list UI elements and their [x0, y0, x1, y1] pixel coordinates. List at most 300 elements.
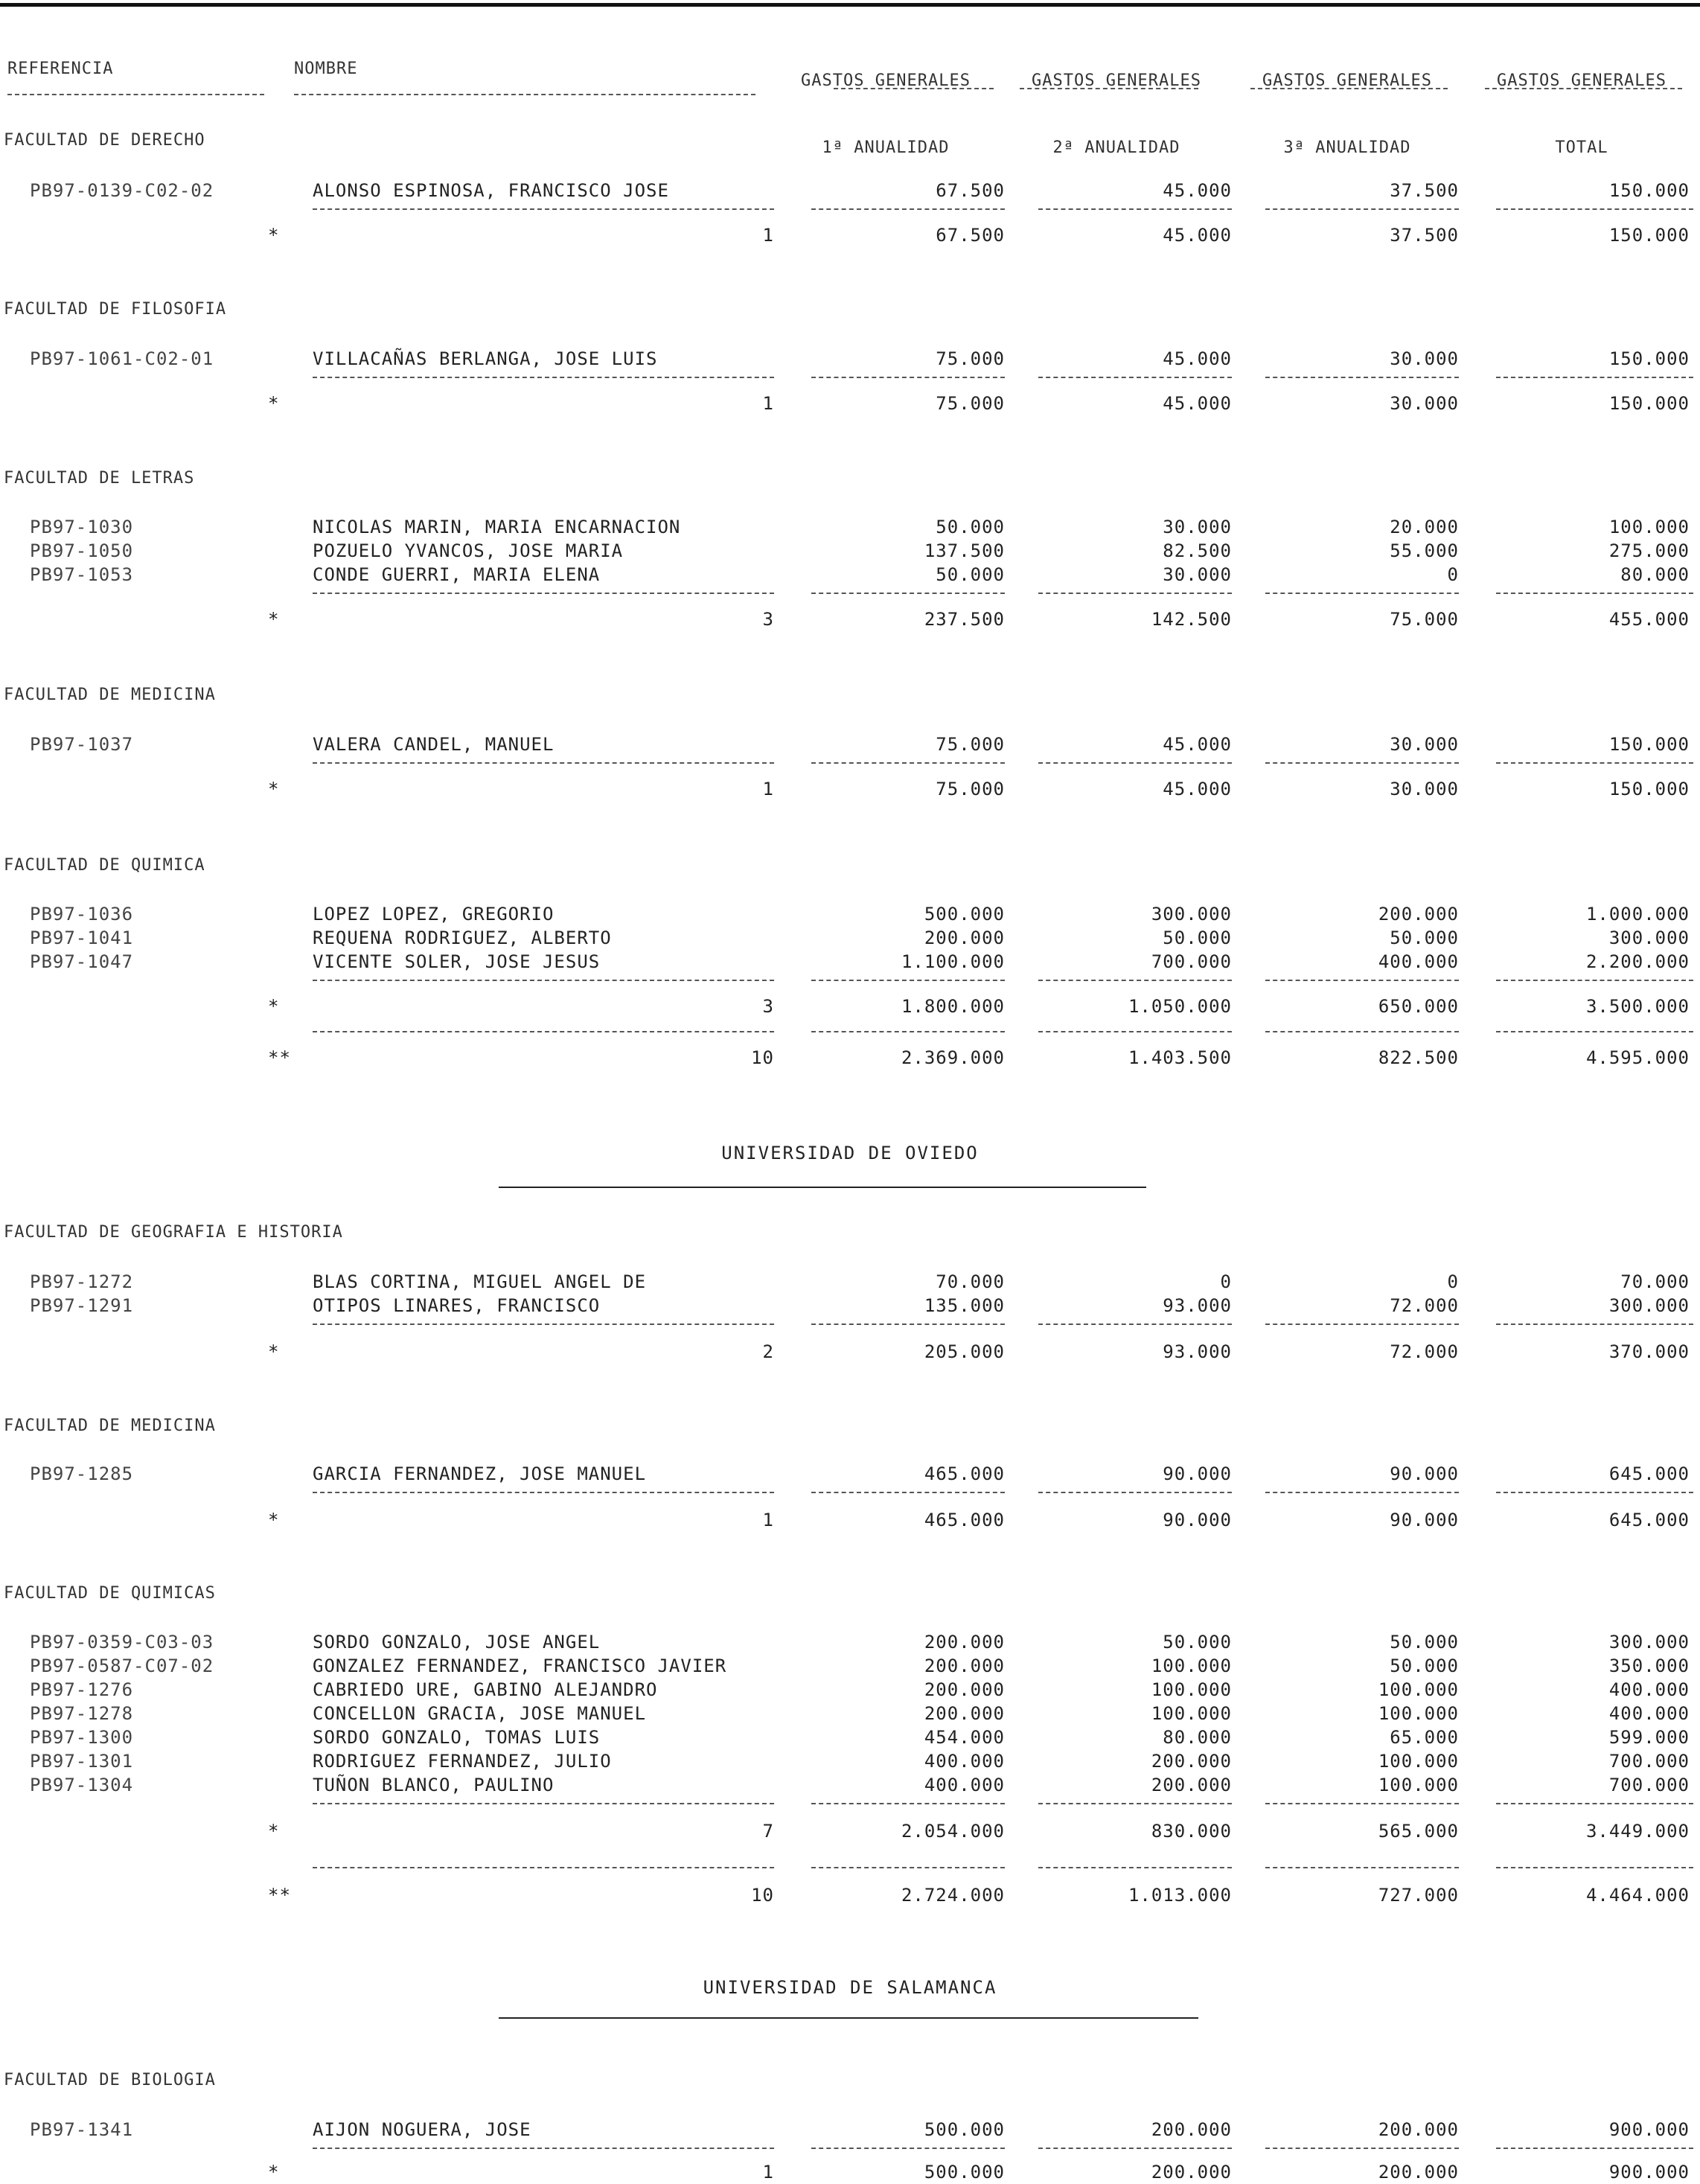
header-col1	[774, 25, 997, 182]
table-row	[0, 1462, 1700, 1486]
total-row-v4: 4.464.000	[1585, 1885, 1690, 1906]
cell-ref: PB97-0587-C07-02	[30, 1655, 214, 1676]
subtotal-row-count: 1	[762, 2162, 774, 2183]
dashed-rule	[1265, 208, 1459, 210]
table-row	[0, 563, 1700, 587]
subtotal-row-v4: 150.000	[1608, 393, 1690, 414]
subtotal-row-v1: 500.000	[924, 2162, 1005, 2183]
subtotal-row-v3: 72.000	[1390, 1341, 1459, 1362]
total-row-v1: 2.724.000	[901, 1885, 1005, 1906]
subtotal-row-v2: 90.000	[1163, 1510, 1232, 1530]
dashed-rule	[313, 1492, 774, 1493]
header-ref: REFERENCIA	[7, 60, 114, 78]
header-col3-line2: 3ª ANUALIDAD	[1283, 138, 1411, 157]
faculty-heading: FACULTAD DE DERECHO	[4, 131, 205, 150]
dashed-rule	[1496, 377, 1693, 378]
total-row-count: 10	[751, 1047, 774, 1068]
dashed-rule	[811, 208, 1005, 210]
dashed-rule	[1496, 2148, 1693, 2149]
dashed-rule	[1265, 1324, 1459, 1325]
subtotal-row-v1: 75.000	[936, 779, 1005, 799]
cell-v4: 700.000	[1608, 1775, 1690, 1795]
cell-v2: 80.000	[1163, 1727, 1232, 1748]
header-col3	[1236, 25, 1459, 182]
subtotal-row-mark: *	[268, 393, 280, 414]
cell-ref: PB97-1047	[30, 951, 134, 972]
header-rule-col1	[834, 88, 994, 89]
total-row-v1: 2.369.000	[901, 1047, 1005, 1068]
subtotal-row-v2: 45.000	[1163, 225, 1232, 246]
cell-v4: 275.000	[1608, 540, 1690, 561]
subtotal-row-mark: *	[268, 1821, 280, 1842]
cell-v3: 30.000	[1390, 348, 1459, 369]
faculty-heading: FACULTAD DE QUIMICA	[4, 856, 205, 875]
dashed-rule	[811, 1492, 1005, 1493]
cell-ref: PB97-1304	[30, 1775, 134, 1795]
cell-v3: 50.000	[1390, 1655, 1459, 1676]
dashed-rule	[1038, 1867, 1232, 1868]
cell-v3: 90.000	[1390, 1463, 1459, 1484]
dashed-rule	[1265, 1867, 1459, 1868]
dashed-rule	[1038, 208, 1232, 210]
subtotal-row-v3: 30.000	[1390, 779, 1459, 799]
cell-v2: 30.000	[1163, 517, 1232, 537]
dashed-rule	[1038, 980, 1232, 981]
header-name: NOMBRE	[294, 60, 358, 78]
cell-v3: 30.000	[1390, 734, 1459, 755]
subtotal-row	[0, 994, 1700, 1018]
subtotal-row	[0, 392, 1700, 415]
table-row	[0, 1654, 1700, 1678]
cell-ref: PB97-1291	[30, 1295, 134, 1316]
dashed-rule	[1496, 208, 1693, 210]
cell-v2: 200.000	[1151, 2119, 1232, 2140]
subtotal-row-v1: 75.000	[936, 393, 1005, 414]
dashed-rule	[1265, 593, 1459, 594]
cell-v4: 350.000	[1608, 1655, 1690, 1676]
subtotal-row-v1: 237.500	[924, 609, 1005, 630]
cell-name: VALERA CANDEL, MANUEL	[313, 734, 555, 755]
cell-v3: 200.000	[1378, 2119, 1459, 2140]
subtotal-row	[0, 607, 1700, 631]
cell-v1: 200.000	[924, 1703, 1005, 1724]
table-row	[0, 1725, 1700, 1749]
cell-v3: 200.000	[1378, 904, 1459, 925]
dashed-rule	[811, 377, 1005, 378]
header-col1-line2: 1ª ANUALIDAD	[822, 138, 950, 157]
table-row	[0, 1773, 1700, 1797]
total-row	[0, 1046, 1700, 1070]
dashed-rule	[1265, 762, 1459, 764]
cell-v1: 500.000	[924, 904, 1005, 925]
cell-v4: 100.000	[1608, 517, 1690, 537]
cell-v4: 300.000	[1608, 1632, 1690, 1653]
header-rule-col4	[1485, 88, 1682, 89]
table-row	[0, 902, 1700, 926]
dashed-rule	[811, 762, 1005, 764]
dashed-rule	[1496, 593, 1693, 594]
header-rule-ref	[7, 94, 264, 95]
cell-ref: PB97-1276	[30, 1679, 134, 1700]
table-row	[0, 347, 1700, 371]
cell-ref: PB97-1285	[30, 1463, 134, 1484]
faculty-heading: FACULTAD DE GEOGRAFIA E HISTORIA	[4, 1223, 343, 1242]
cell-ref: PB97-1050	[30, 540, 134, 561]
total-row-mark: **	[268, 1047, 291, 1068]
dashed-rule	[1496, 1867, 1693, 1868]
cell-v1: 200.000	[924, 1632, 1005, 1653]
cell-ref: PB97-1278	[30, 1703, 134, 1724]
cell-name: VICENTE SOLER, JOSE JESUS	[313, 951, 601, 972]
cell-v2: 90.000	[1163, 1463, 1232, 1484]
subtotal-row-mark: *	[268, 225, 280, 246]
cell-v4: 599.000	[1608, 1727, 1690, 1748]
cell-v3: 100.000	[1378, 1775, 1459, 1795]
subtotal-row	[0, 1340, 1700, 1364]
cell-v3: 50.000	[1390, 1632, 1459, 1653]
subtotal-row-v3: 90.000	[1390, 1510, 1459, 1530]
cell-v3: 55.000	[1390, 540, 1459, 561]
cell-name: RODRIGUEZ FERNANDEZ, JULIO	[313, 1751, 612, 1772]
cell-v4: 700.000	[1608, 1751, 1690, 1772]
dashed-rule	[313, 377, 774, 378]
dashed-rule	[313, 208, 774, 210]
total-row-v2: 1.403.500	[1128, 1047, 1232, 1068]
subtotal-row	[0, 2160, 1700, 2184]
dashed-rule	[1496, 762, 1693, 764]
header-col4-line2: TOTAL	[1555, 138, 1608, 157]
dashed-rule	[1038, 762, 1232, 764]
subtotal-row-v2: 1.050.000	[1128, 996, 1232, 1017]
cell-v2: 45.000	[1163, 348, 1232, 369]
cell-v2: 100.000	[1151, 1703, 1232, 1724]
header-col4-line1: GASTOS GENERALES	[1497, 71, 1667, 90]
header-rule-col2	[1020, 88, 1198, 89]
cell-v1: 454.000	[924, 1727, 1005, 1748]
total-row-v2: 1.013.000	[1128, 1885, 1232, 1906]
cell-name: SORDO GONZALO, TOMAS LUIS	[313, 1727, 601, 1748]
cell-v1: 50.000	[936, 517, 1005, 537]
dashed-rule	[1038, 593, 1232, 594]
cell-ref: PB97-1041	[30, 927, 134, 948]
dashed-rule	[313, 1031, 774, 1032]
cell-v1: 137.500	[924, 540, 1005, 561]
table-row	[0, 1749, 1700, 1773]
subtotal-row-v3: 75.000	[1390, 609, 1459, 630]
dashed-rule	[1265, 980, 1459, 981]
subtotal-row-mark: *	[268, 609, 280, 630]
subtotal-row-v3: 200.000	[1378, 2162, 1459, 2183]
cell-v2: 0	[1220, 1271, 1232, 1292]
cell-v3: 72.000	[1390, 1295, 1459, 1316]
cell-v2: 30.000	[1163, 564, 1232, 585]
cell-v3: 65.000	[1390, 1727, 1459, 1748]
subtotal-row-v1: 205.000	[924, 1341, 1005, 1362]
cell-name: CONCELLON GRACIA, JOSE MANUEL	[313, 1703, 647, 1724]
cell-v1: 75.000	[936, 348, 1005, 369]
dashed-rule	[1265, 1803, 1459, 1804]
cell-v3: 400.000	[1378, 951, 1459, 972]
dashed-rule	[313, 980, 774, 981]
cell-v1: 200.000	[924, 1679, 1005, 1700]
dashed-rule	[313, 762, 774, 764]
subtotal-row-count: 7	[762, 1821, 774, 1842]
total-row-v3: 727.000	[1378, 1885, 1459, 1906]
dashed-rule	[1496, 1492, 1693, 1493]
cell-name: CABRIEDO URE, GABINO ALEJANDRO	[313, 1679, 658, 1700]
table-row	[0, 1270, 1700, 1294]
cell-v1: 1.100.000	[901, 951, 1005, 972]
cell-v2: 200.000	[1151, 1751, 1232, 1772]
cell-v3: 50.000	[1390, 927, 1459, 948]
subtotal-row	[0, 1819, 1700, 1843]
header-rule-col3	[1250, 88, 1448, 89]
cell-ref: PB97-0139-C02-02	[30, 180, 214, 201]
subtotal-row-v1: 2.054.000	[901, 1821, 1005, 1842]
dashed-rule	[1496, 980, 1693, 981]
dashed-rule	[811, 1803, 1005, 1804]
dashed-rule	[811, 1324, 1005, 1325]
subtotal-row-count: 1	[762, 779, 774, 799]
cell-ref: PB97-1272	[30, 1271, 134, 1292]
table-row	[0, 2118, 1700, 2142]
dashed-rule	[1038, 2148, 1232, 2149]
cell-v4: 400.000	[1608, 1679, 1690, 1700]
subtotal-row-count: 1	[762, 1510, 774, 1530]
cell-v2: 93.000	[1163, 1295, 1232, 1316]
cell-name: CONDE GUERRI, MARIA ELENA	[313, 564, 601, 585]
cell-v1: 75.000	[936, 734, 1005, 755]
subtotal-row-v3: 565.000	[1378, 1821, 1459, 1842]
dashed-rule	[313, 1867, 774, 1868]
subtotal-row-v3: 37.500	[1390, 225, 1459, 246]
cell-v2: 50.000	[1163, 927, 1232, 948]
subtotal-row-count: 1	[762, 393, 774, 414]
cell-ref: PB97-1030	[30, 517, 134, 537]
dashed-rule	[1265, 2148, 1459, 2149]
cell-v3: 100.000	[1378, 1751, 1459, 1772]
subtotal-row-mark: *	[268, 996, 280, 1017]
dashed-rule	[1496, 1031, 1693, 1032]
dashed-rule	[1038, 1031, 1232, 1032]
cell-v3: 0	[1447, 1271, 1459, 1292]
faculty-heading: FACULTAD DE MEDICINA	[4, 1417, 216, 1435]
dashed-rule	[811, 2148, 1005, 2149]
cell-v4: 1.000.000	[1585, 904, 1690, 925]
dashed-rule	[1038, 1803, 1232, 1804]
cell-name: GARCIA FERNANDEZ, JOSE MANUEL	[313, 1463, 647, 1484]
cell-name: AIJON NOGUERA, JOSE	[313, 2119, 531, 2140]
cell-ref: PB97-1053	[30, 564, 134, 585]
subtotal-row-v4: 150.000	[1608, 225, 1690, 246]
cell-v2: 100.000	[1151, 1679, 1232, 1700]
total-row-count: 10	[751, 1885, 774, 1906]
cell-v1: 400.000	[924, 1775, 1005, 1795]
subtotal-row-v2: 93.000	[1163, 1341, 1232, 1362]
dashed-rule	[1496, 1803, 1693, 1804]
cell-name: NICOLAS MARIN, MARIA ENCARNACION	[313, 517, 681, 537]
table-row	[0, 515, 1700, 539]
total-row-mark: **	[268, 1885, 291, 1906]
university-underline	[499, 1187, 1146, 1188]
subtotal-row-v4: 150.000	[1608, 779, 1690, 799]
subtotal-row-mark: *	[268, 1510, 280, 1530]
subtotal-row-v1: 67.500	[936, 225, 1005, 246]
subtotal-row-v2: 45.000	[1163, 779, 1232, 799]
cell-name: TUÑON BLANCO, PAULINO	[313, 1775, 555, 1795]
subtotal-row-v1: 1.800.000	[901, 996, 1005, 1017]
cell-v2: 300.000	[1151, 904, 1232, 925]
cell-v1: 400.000	[924, 1751, 1005, 1772]
dashed-rule	[313, 1324, 774, 1325]
cell-v2: 82.500	[1163, 540, 1232, 561]
dashed-rule	[1038, 377, 1232, 378]
total-row-v3: 822.500	[1378, 1047, 1459, 1068]
cell-v1: 50.000	[936, 564, 1005, 585]
university-heading: UNIVERSIDAD DE SALAMANCA	[703, 1977, 997, 1998]
dashed-rule	[313, 1803, 774, 1804]
cell-name: BLAS CORTINA, MIGUEL ANGEL DE	[313, 1271, 647, 1292]
cell-v4: 150.000	[1608, 734, 1690, 755]
subtotal-row	[0, 223, 1700, 247]
cell-ref: PB97-1301	[30, 1751, 134, 1772]
cell-name: GONZALEZ FERNANDEZ, FRANCISCO JAVIER	[313, 1655, 727, 1676]
cell-ref: PB97-1341	[30, 2119, 134, 2140]
cell-v3: 20.000	[1390, 517, 1459, 537]
dashed-rule	[811, 1031, 1005, 1032]
faculty-heading: FACULTAD DE QUIMICAS	[4, 1584, 216, 1603]
header-col4	[1470, 25, 1693, 182]
subtotal-row-count: 2	[762, 1341, 774, 1362]
subtotal-row-mark: *	[268, 2162, 280, 2183]
cell-v4: 150.000	[1608, 180, 1690, 201]
table-row	[0, 1678, 1700, 1702]
cell-v2: 200.000	[1151, 1775, 1232, 1795]
university-underline	[499, 2017, 1198, 2019]
subtotal-row-count: 1	[762, 225, 774, 246]
cell-v3: 37.500	[1390, 180, 1459, 201]
subtotal-row-count: 3	[762, 996, 774, 1017]
subtotal-row-v3: 650.000	[1378, 996, 1459, 1017]
table-row	[0, 1630, 1700, 1654]
dashed-rule	[811, 980, 1005, 981]
dashed-rule	[1496, 1324, 1693, 1325]
dashed-rule	[1265, 1492, 1459, 1493]
cell-ref: PB97-1037	[30, 734, 134, 755]
cell-v1: 135.000	[924, 1295, 1005, 1316]
dashed-rule	[1038, 1492, 1232, 1493]
subtotal-row-v2: 830.000	[1151, 1821, 1232, 1842]
header-rule-name	[294, 94, 755, 95]
cell-v4: 300.000	[1608, 1295, 1690, 1316]
header-col3-line1: GASTOS GENERALES	[1262, 71, 1432, 90]
cell-v4: 900.000	[1608, 2119, 1690, 2140]
dashed-rule	[313, 2148, 774, 2149]
cell-name: OTIPOS LINARES, FRANCISCO	[313, 1295, 601, 1316]
cell-name: VILLACAÑAS BERLANGA, JOSE LUIS	[313, 348, 658, 369]
table-row	[0, 539, 1700, 563]
cell-v3: 0	[1447, 564, 1459, 585]
total-row-v4: 4.595.000	[1585, 1047, 1690, 1068]
cell-ref: PB97-1036	[30, 904, 134, 925]
cell-ref: PB97-1300	[30, 1727, 134, 1748]
cell-ref: PB97-0359-C03-03	[30, 1632, 214, 1653]
subtotal-row-v1: 465.000	[924, 1510, 1005, 1530]
faculty-heading: FACULTAD DE BIOLOGIA	[4, 2071, 216, 2089]
university-heading: UNIVERSIDAD DE OVIEDO	[721, 1143, 979, 1163]
cell-v1: 70.000	[936, 1271, 1005, 1292]
cell-v1: 200.000	[924, 1655, 1005, 1676]
subtotal-row-v4: 3.449.000	[1585, 1821, 1690, 1842]
header-col2	[1005, 25, 1228, 182]
table-row	[0, 179, 1700, 202]
table-row	[0, 950, 1700, 974]
subtotal-row-v2: 142.500	[1151, 609, 1232, 630]
table-row	[0, 1702, 1700, 1725]
faculty-heading: FACULTAD DE FILOSOFIA	[4, 300, 227, 319]
subtotal-row-v3: 30.000	[1390, 393, 1459, 414]
subtotal-row-v4: 900.000	[1608, 2162, 1690, 2183]
dashed-rule	[313, 593, 774, 594]
table-row	[0, 1294, 1700, 1318]
cell-v1: 465.000	[924, 1463, 1005, 1484]
cell-v2: 45.000	[1163, 734, 1232, 755]
cell-v4: 400.000	[1608, 1703, 1690, 1724]
dashed-rule	[811, 1867, 1005, 1868]
subtotal-row-v4: 370.000	[1608, 1341, 1690, 1362]
cell-v4: 645.000	[1608, 1463, 1690, 1484]
cell-name: POZUELO YVANCOS, JOSE MARIA	[313, 540, 624, 561]
cell-v3: 100.000	[1378, 1679, 1459, 1700]
subtotal-row	[0, 1508, 1700, 1532]
cell-v1: 200.000	[924, 927, 1005, 948]
dashed-rule	[1038, 1324, 1232, 1325]
cell-v2: 45.000	[1163, 180, 1232, 201]
header-col2-line2: 2ª ANUALIDAD	[1052, 138, 1180, 157]
cell-v4: 150.000	[1608, 348, 1690, 369]
faculty-heading: FACULTAD DE LETRAS	[4, 469, 195, 488]
cell-v2: 700.000	[1151, 951, 1232, 972]
cell-name: ALONSO ESPINOSA, FRANCISCO JOSE	[313, 180, 669, 201]
header-col1-line1: GASTOS GENERALES	[801, 71, 971, 90]
cell-v4: 2.200.000	[1585, 951, 1690, 972]
total-row	[0, 1883, 1700, 1907]
subtotal-row-v2: 45.000	[1163, 393, 1232, 414]
cell-v1: 500.000	[924, 2119, 1005, 2140]
cell-ref: PB97-1061-C02-01	[30, 348, 214, 369]
subtotal-row-v4: 645.000	[1608, 1510, 1690, 1530]
subtotal-row-count: 3	[762, 609, 774, 630]
dashed-rule	[1265, 1031, 1459, 1032]
cell-v1: 67.500	[936, 180, 1005, 201]
cell-v3: 100.000	[1378, 1703, 1459, 1724]
subtotal-row-v4: 455.000	[1608, 609, 1690, 630]
cell-v4: 70.000	[1620, 1271, 1690, 1292]
dashed-rule	[1265, 377, 1459, 378]
subtotal-row-mark: *	[268, 779, 280, 799]
cell-v4: 300.000	[1608, 927, 1690, 948]
cell-v4: 80.000	[1620, 564, 1690, 585]
header-col2-line1: GASTOS GENERALES	[1032, 71, 1201, 90]
subtotal-row	[0, 777, 1700, 801]
cell-name: REQUENA RODRIGUEZ, ALBERTO	[313, 927, 612, 948]
cell-v2: 100.000	[1151, 1655, 1232, 1676]
faculty-heading: FACULTAD DE MEDICINA	[4, 686, 216, 704]
table-row	[0, 926, 1700, 950]
cell-name: LOPEZ LOPEZ, GREGORIO	[313, 904, 555, 925]
top-rule	[0, 3, 1700, 7]
dashed-rule	[811, 593, 1005, 594]
